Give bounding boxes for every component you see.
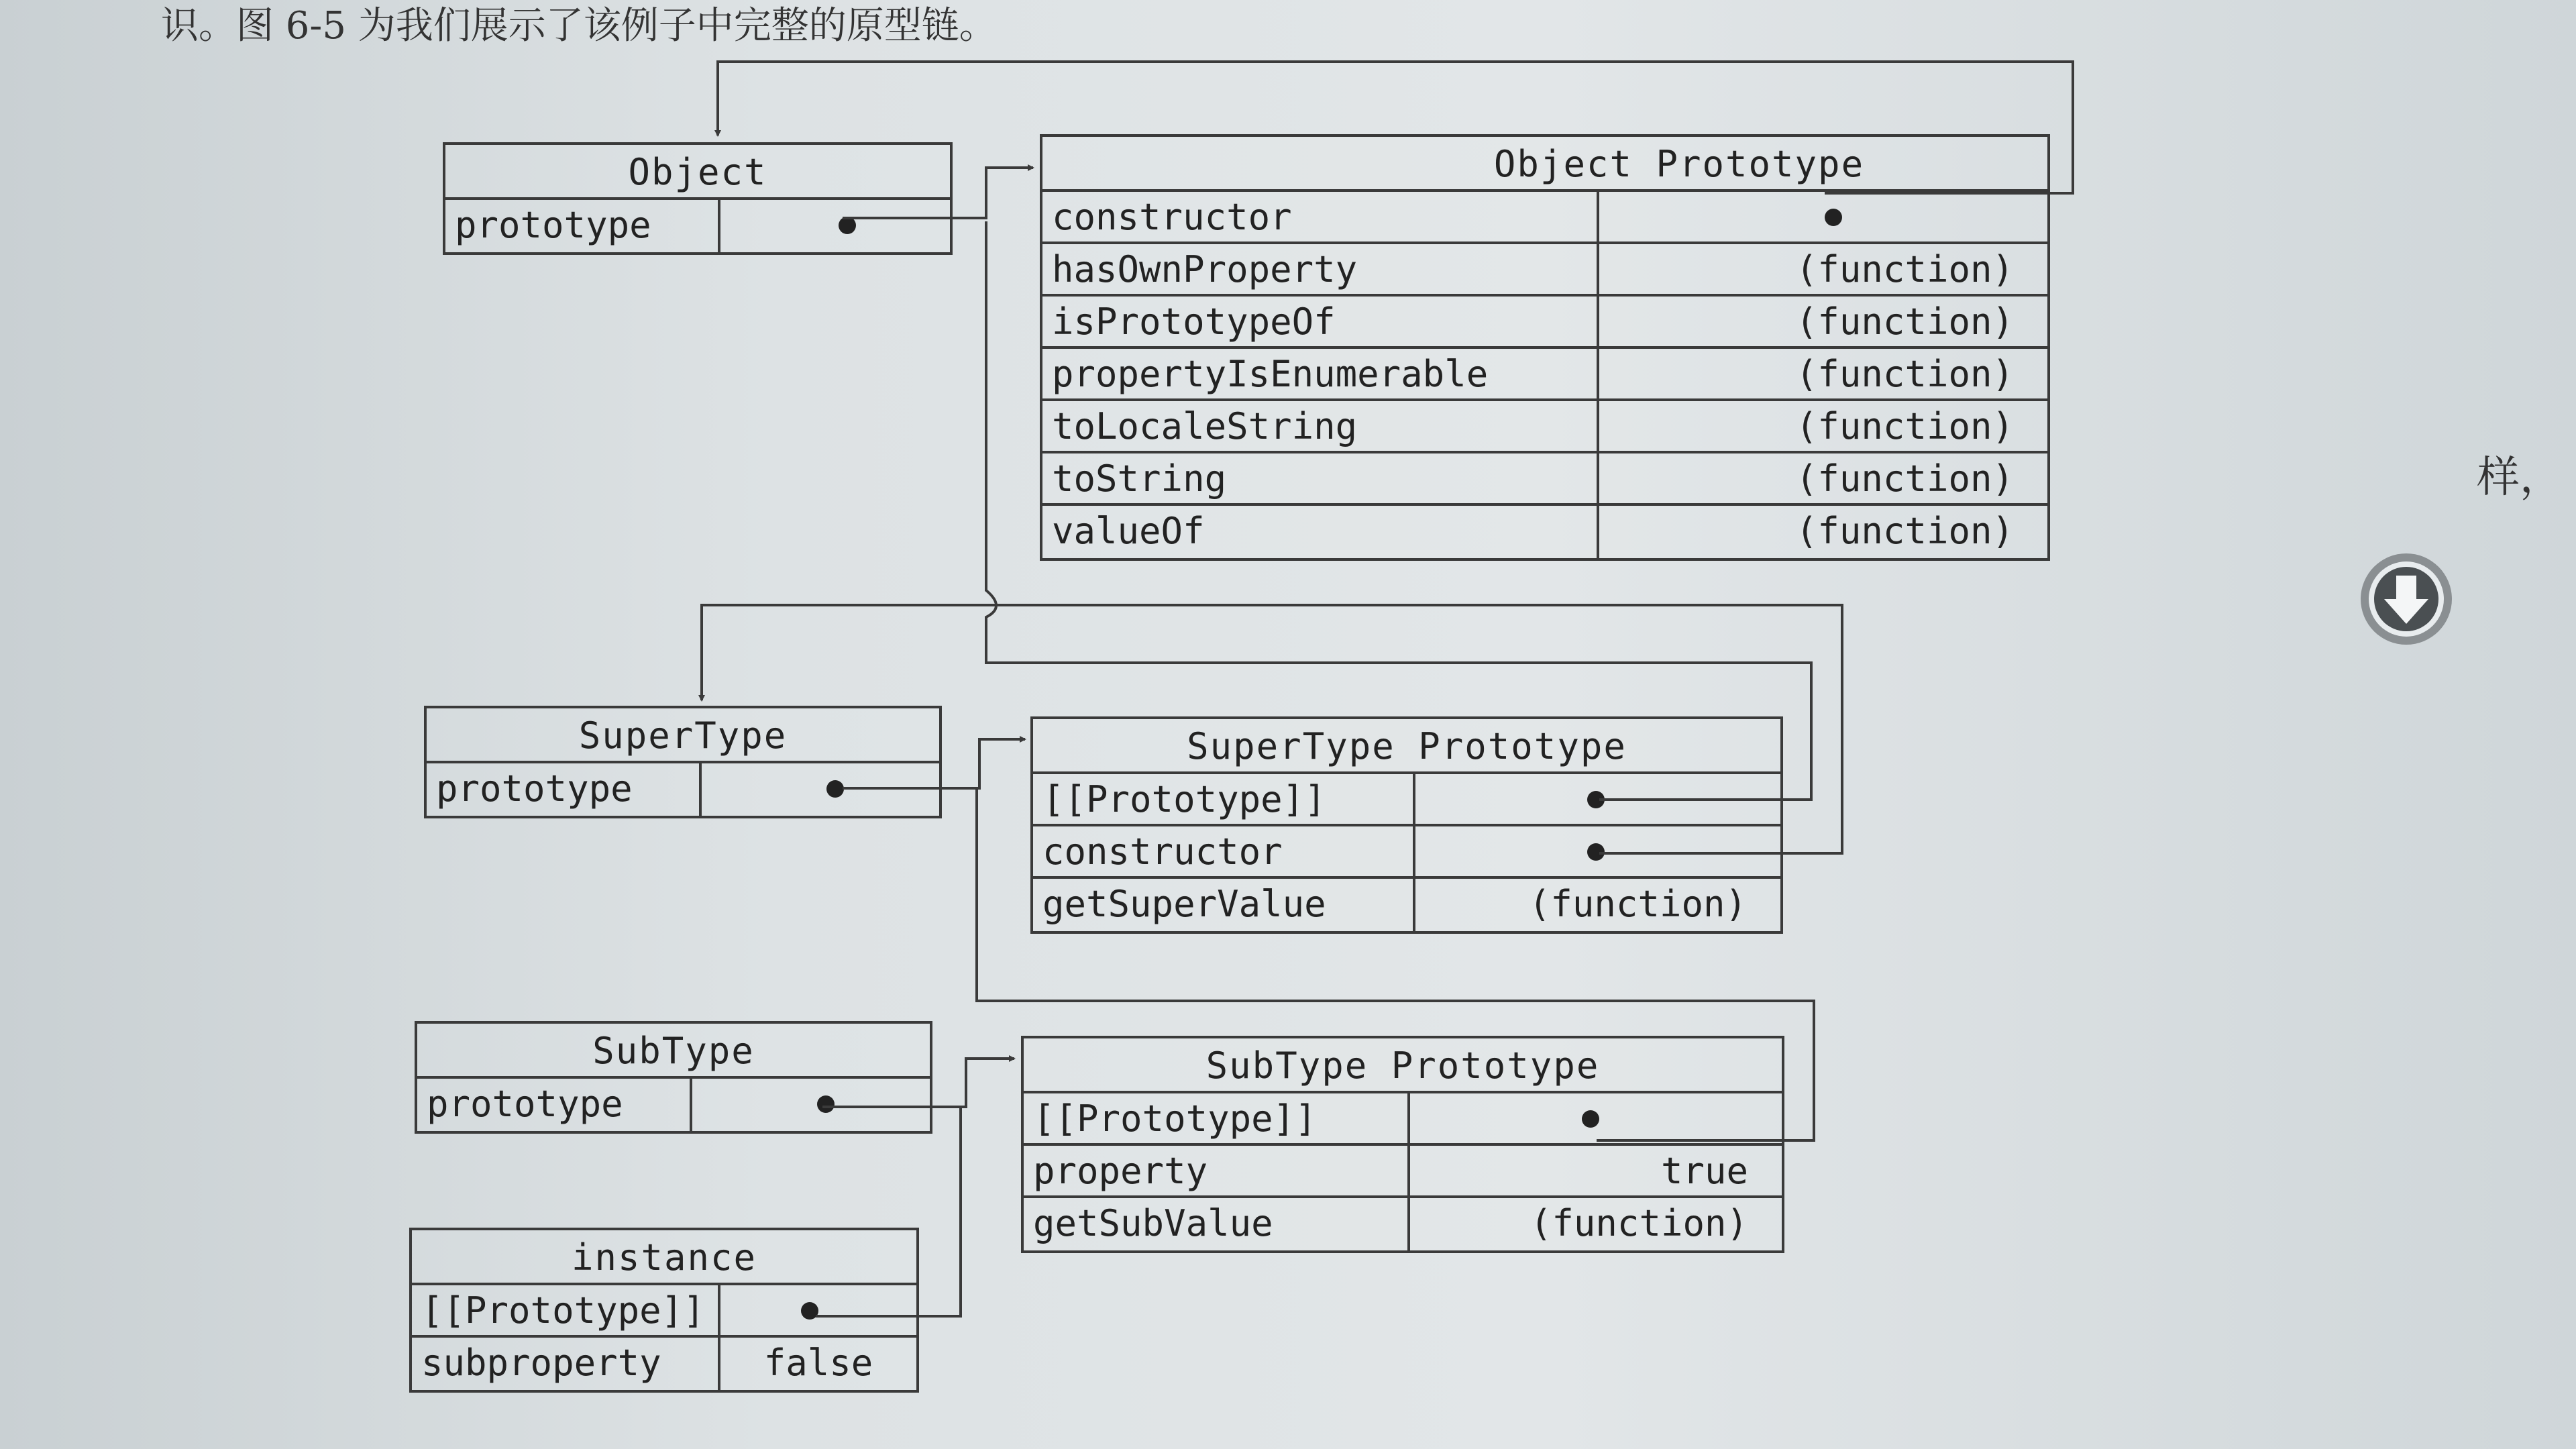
op-key: valueOf (1042, 506, 1599, 558)
sbp-row (1024, 1093, 1782, 1146)
supertype-prototype-title: SuperType Prototype (1033, 719, 1780, 774)
sp-row (1033, 774, 1780, 826)
op-value: (function) (1795, 301, 2014, 343)
op-row (1042, 453, 2047, 506)
op-value: (function) (1795, 353, 2014, 395)
supertype-title: SuperType (427, 708, 939, 763)
subtype-title: SubType (417, 1024, 930, 1079)
instance-prototype-key: [[Prototype]] (412, 1285, 720, 1335)
instance-row (412, 1338, 916, 1390)
op-key: hasOwnProperty (1042, 244, 1599, 294)
op-row (1042, 349, 2047, 401)
instance-box (409, 1228, 919, 1393)
object-box (443, 142, 953, 255)
supertype-box (424, 706, 942, 818)
subtype-prototype-title: SubType Prototype (1024, 1038, 1782, 1093)
op-row (1042, 401, 2047, 453)
sp-key: [[Prototype]] (1033, 774, 1415, 824)
subtype-row (417, 1079, 930, 1131)
op-row (1042, 244, 2047, 297)
sbp-prototype-value (1410, 1093, 1782, 1143)
supertype-prototype-key: prototype (427, 763, 702, 816)
pointer-dot (801, 1302, 818, 1320)
op-row (1042, 297, 2047, 349)
sbp-key: [[Prototype]] (1024, 1093, 1410, 1143)
pointer-dot (817, 1095, 835, 1113)
supertype-prototype-box (1030, 716, 1783, 934)
pointer-dot (1582, 1110, 1599, 1128)
subtype-prototype-value (692, 1079, 930, 1131)
object-title: Object (445, 145, 950, 200)
subtype-box (415, 1021, 932, 1134)
op-value: (function) (1795, 458, 2014, 500)
pointer-dot (1587, 843, 1605, 861)
pointer-dot (839, 217, 856, 234)
op-key: toString (1042, 453, 1599, 503)
sbp-key: property (1024, 1146, 1410, 1195)
op-constructor-value (1599, 192, 2047, 241)
caption-text: 识。图 6-5 为我们展示了该例子中完整的原型链。 (161, 4, 997, 48)
op-value: (function) (1795, 405, 2014, 447)
sp-prototype-value (1415, 774, 1780, 824)
sp-key: constructor (1033, 826, 1415, 876)
instance-title: instance (412, 1230, 916, 1285)
op-value: (function) (1795, 248, 2014, 290)
op-key: toLocaleString (1042, 401, 1599, 451)
sp-row (1033, 879, 1780, 931)
op-key: constructor (1042, 192, 1599, 241)
op-value: (function) (1795, 510, 2014, 552)
supertype-row (427, 763, 939, 816)
sp-value: (function) (1528, 883, 1747, 925)
instance-subproperty-value: false (763, 1342, 873, 1384)
op-key: propertyIsEnumerable (1042, 349, 1599, 398)
object-prototype-box (1040, 134, 2050, 561)
object-prototype-value (720, 200, 950, 252)
instance-prototype-value (720, 1285, 916, 1335)
margin-text: 样， (2477, 453, 2563, 502)
pointer-dot (826, 780, 844, 798)
sp-row (1033, 826, 1780, 879)
instance-row (412, 1285, 916, 1338)
supertype-prototype-value (702, 763, 939, 816)
object-prototype-key: prototype (445, 200, 720, 252)
op-row-constructor (1042, 192, 2047, 244)
sbp-value: (function) (1529, 1202, 1748, 1244)
download-button[interactable] (2356, 549, 2457, 649)
subtype-prototype-key: prototype (417, 1079, 692, 1131)
instance-subproperty-key: subproperty (412, 1338, 720, 1390)
object-prototype-title: Object Prototype (1042, 137, 2047, 192)
pointer-dot (1587, 791, 1605, 808)
sbp-row (1024, 1146, 1782, 1198)
sp-key: getSuperValue (1033, 879, 1415, 931)
object-row (445, 200, 950, 252)
sbp-value: true (1660, 1150, 1748, 1192)
subtype-prototype-box (1021, 1036, 1784, 1253)
sp-constructor-value (1415, 826, 1780, 876)
op-row (1042, 506, 2047, 558)
pointer-dot (1825, 209, 1842, 226)
op-key: isPrototypeOf (1042, 297, 1599, 346)
sbp-row (1024, 1198, 1782, 1250)
sbp-key: getSubValue (1024, 1198, 1410, 1250)
